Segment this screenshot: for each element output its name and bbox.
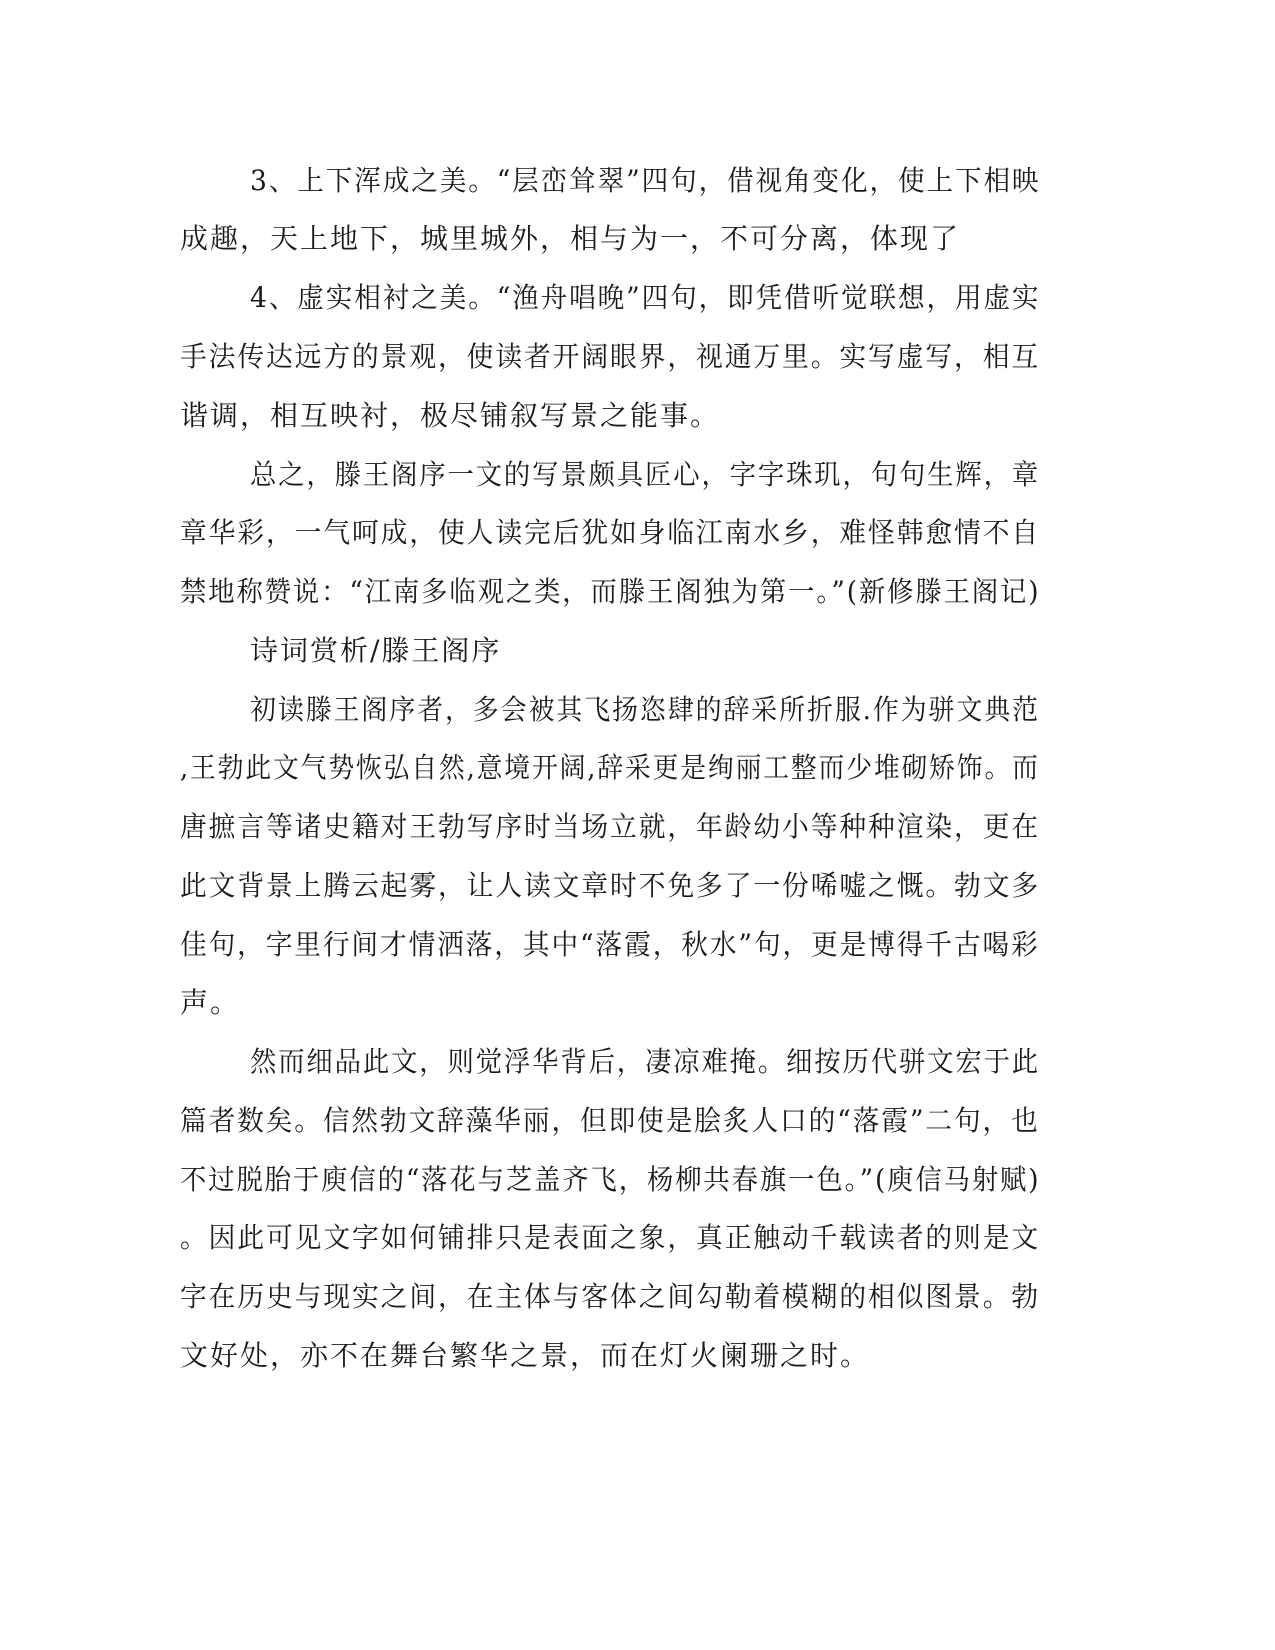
text-line: 佳句，字里行间才情洒落，其中“落霞，秋水”句，更是博得千古喝彩 [180,928,1040,961]
text-line: 字在历史与现实之间，在主体与客体之间勾勒着模糊的相似图景。勃 [180,1280,1041,1313]
text-line: 声。 [180,986,241,1019]
text-line: 不过脱胎于庾信的“落花与芝盖齐飞，杨柳共春旗一色。”(庾信马射赋) [180,1163,1041,1196]
text-line: 4、虚实相衬之美。“渔舟唱晚”四句，即凭借听觉联想，用虚实 [250,281,1041,314]
text-line: 初读滕王阁序者，多会被其飞扬恣肆的辞采所折服.作为骈文典范 [250,693,1040,726]
text-line: 然而细品此文，则觉浮华背后，凄凉难掩。细按历代骈文宏于此 [250,1045,1041,1078]
text-line: 唐摭言等诸史籍对王勃写序时当场立就，年龄幼小等种种渲染，更在 [180,810,1041,843]
text-line: 诗词赏析/滕王阁序 [250,634,502,667]
text-line: 3、上下浑成之美。“层峦耸翠”四句，借视角变化，使上下相映 [250,164,1041,197]
text-line: 谐调，相互映衬，极尽铺叙写景之能事。 [180,399,721,432]
text-line: 成趣，天上地下，城里城外，相与为一，不可分离，体现了 [180,222,961,255]
text-line: 。因此可见文字如何铺排只是表面之象，真正触动千载读者的则是文 [180,1221,1041,1254]
text-line: 篇者数矣。信然勃文辞藻华丽，但即使是脍炙人口的“落霞”二句，也 [180,1104,1040,1137]
text-line: 文好处，亦不在舞台繁华之景，而在灯火阑珊之时。 [180,1339,871,1372]
text-line: 禁地称赞说：“江南多临观之类，而滕王阁独为第一。”(新修滕王阁记) [180,575,1041,608]
text-line: 章华彩，一气呵成，使人读完后犹如身临江南水乡，难怪韩愈情不自 [180,516,1041,549]
text-line: ,王勃此文气势恢弘自然,意境开阔,辞采更是绚丽工整而少堆砌矫饰。而 [180,751,1040,784]
text-line: 手法传达远方的景观，使读者开阔眼界，视通万里。实写虚写，相互 [180,340,1041,373]
text-line: 此文背景上腾云起雾，让人读文章时不免多了一份唏嘘之慨。勃文多 [180,869,1041,902]
text-line: 总之，滕王阁序一文的写景颇具匠心，字字珠玑，句句生辉，章 [250,458,1041,491]
